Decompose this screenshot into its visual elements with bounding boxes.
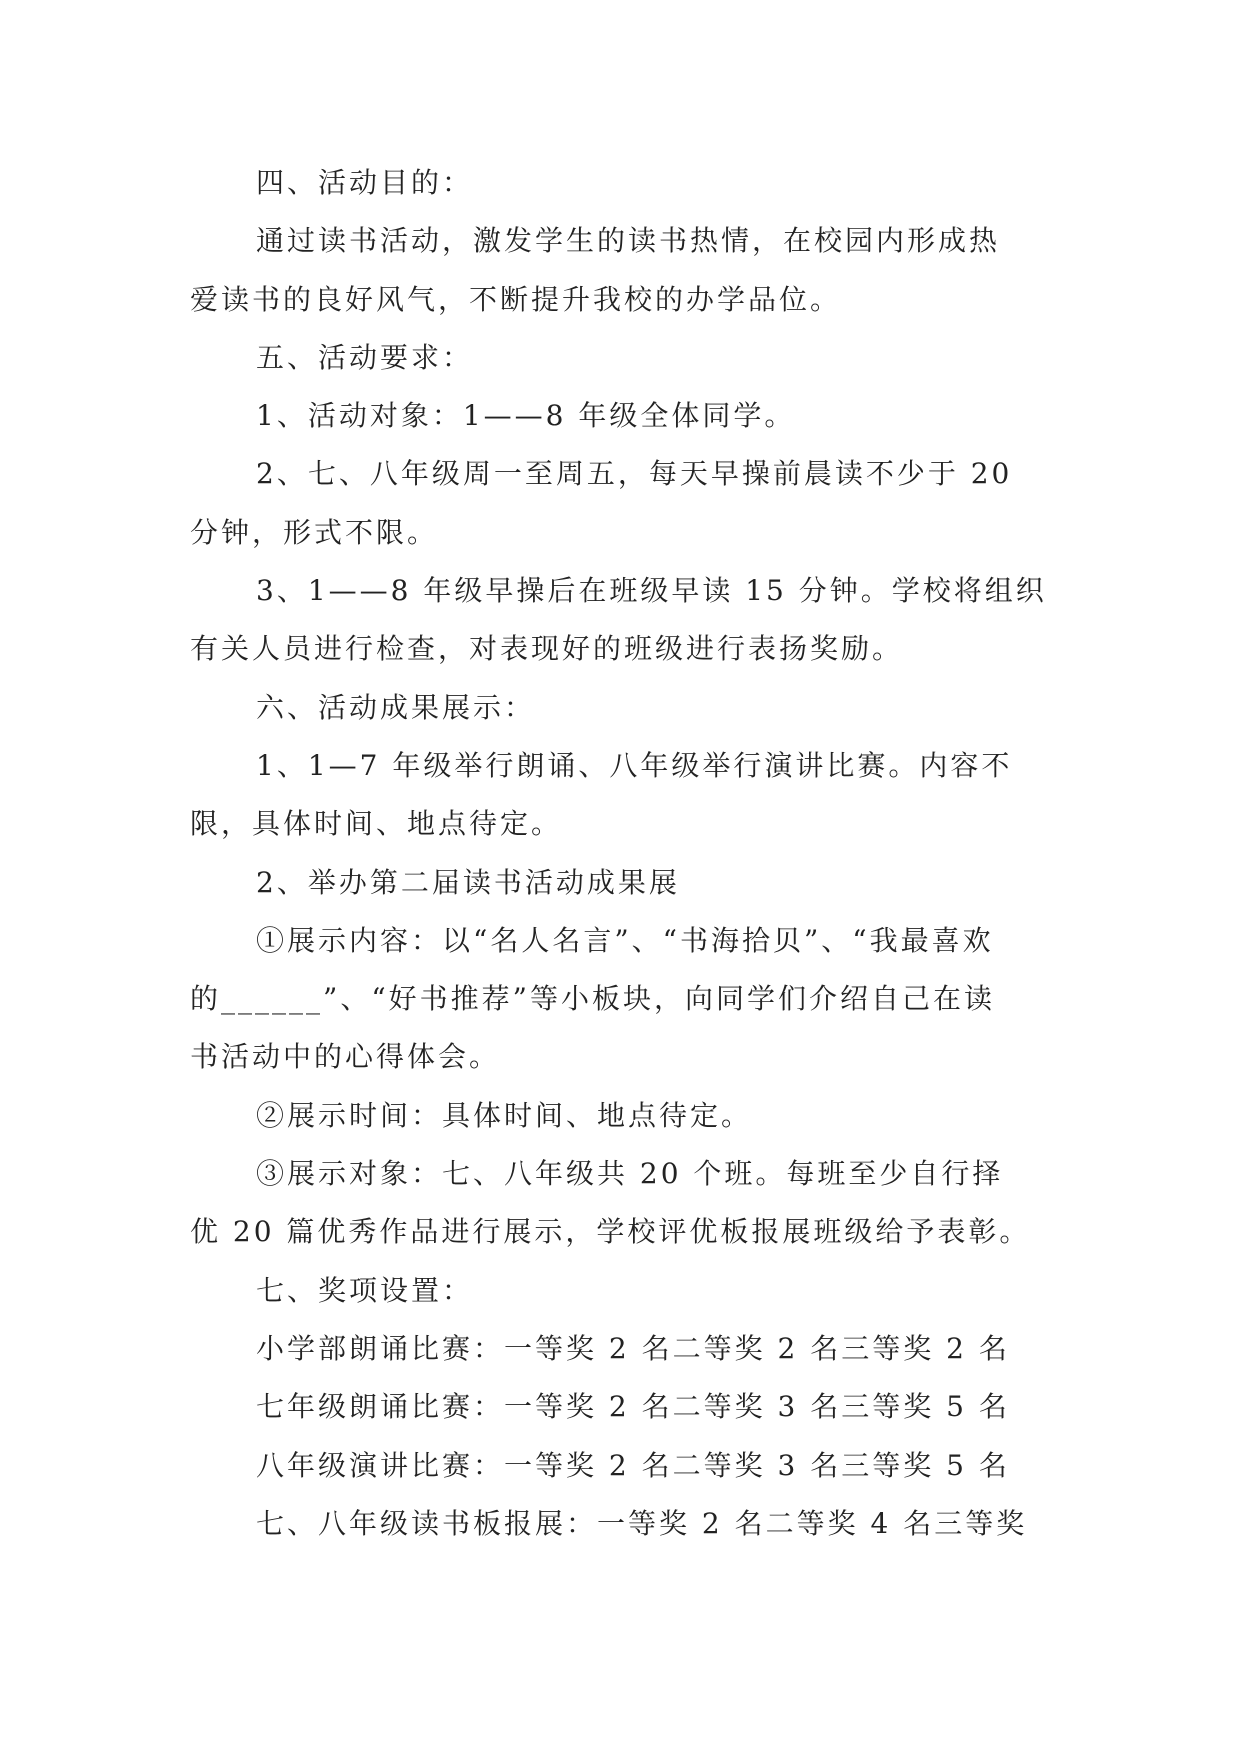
section-heading-awards: 七、奖项设置： xyxy=(256,1273,474,1307)
paragraph-line: 2、举办第二届读书活动成果展 xyxy=(256,865,680,899)
paragraph-line: ②展示时间：具体时间、地点待定。 xyxy=(256,1098,753,1132)
section-heading-results: 六、活动成果展示： xyxy=(256,690,536,724)
award-line: 小学部朗诵比赛：一等奖 2 名二等奖 2 名三等奖 2 名 xyxy=(256,1331,1010,1365)
paragraph-line: 爱读书的良好风气，不断提升我校的办学品位。 xyxy=(190,282,842,316)
award-line: 七、八年级读书板报展：一等奖 2 名二等奖 4 名三等奖 xyxy=(256,1506,1028,1540)
paragraph-line: 分钟，形式不限。 xyxy=(190,515,439,549)
award-line: 七年级朗诵比赛：一等奖 2 名二等奖 3 名三等奖 5 名 xyxy=(256,1390,1010,1424)
paragraph-line: ①展示内容：以“名人名言”、“书海拾贝”、“我最喜欢 xyxy=(256,923,994,957)
document-body xyxy=(190,154,1070,1553)
section-heading-purpose: 四、活动目的： xyxy=(256,166,474,199)
paragraph-line: 的______”、“好书推荐”等小板块，向同学们介绍自己在读 xyxy=(190,982,995,1016)
paragraph-line: ③展示对象：七、八年级共 20 个班。每班至少自行择 xyxy=(256,1157,1004,1191)
paragraph-line: 1、活动对象：1——8 年级全体同学。 xyxy=(256,399,796,433)
paragraph-line: 通过读书活动，激发学生的读书热情，在校园内形成热 xyxy=(256,224,1001,258)
award-line: 八年级演讲比赛：一等奖 2 名二等奖 3 名三等奖 5 名 xyxy=(256,1448,1010,1482)
paragraph-line: 1、1—7 年级举行朗诵、八年级举行演讲比赛。内容不 xyxy=(256,748,1013,782)
paragraph-line: 2、七、八年级周一至周五，每天早操前晨读不少于 20 xyxy=(256,457,1013,491)
paragraph-line: 书活动中的心得体会。 xyxy=(190,1040,501,1074)
section-heading-requirements: 五、活动要求： xyxy=(256,340,474,374)
paragraph-line: 优 20 篇优秀作品进行展示，学校评优板报展班级给予表彰。 xyxy=(190,1215,1031,1249)
paragraph-line: 限，具体时间、地点待定。 xyxy=(190,807,563,841)
paragraph-line: 3、1——8 年级早操后在班级早读 15 分钟。学校将组织 xyxy=(256,574,1047,608)
paragraph-line: 有关人员进行检查，对表现好的班级进行表扬奖励。 xyxy=(190,632,904,666)
